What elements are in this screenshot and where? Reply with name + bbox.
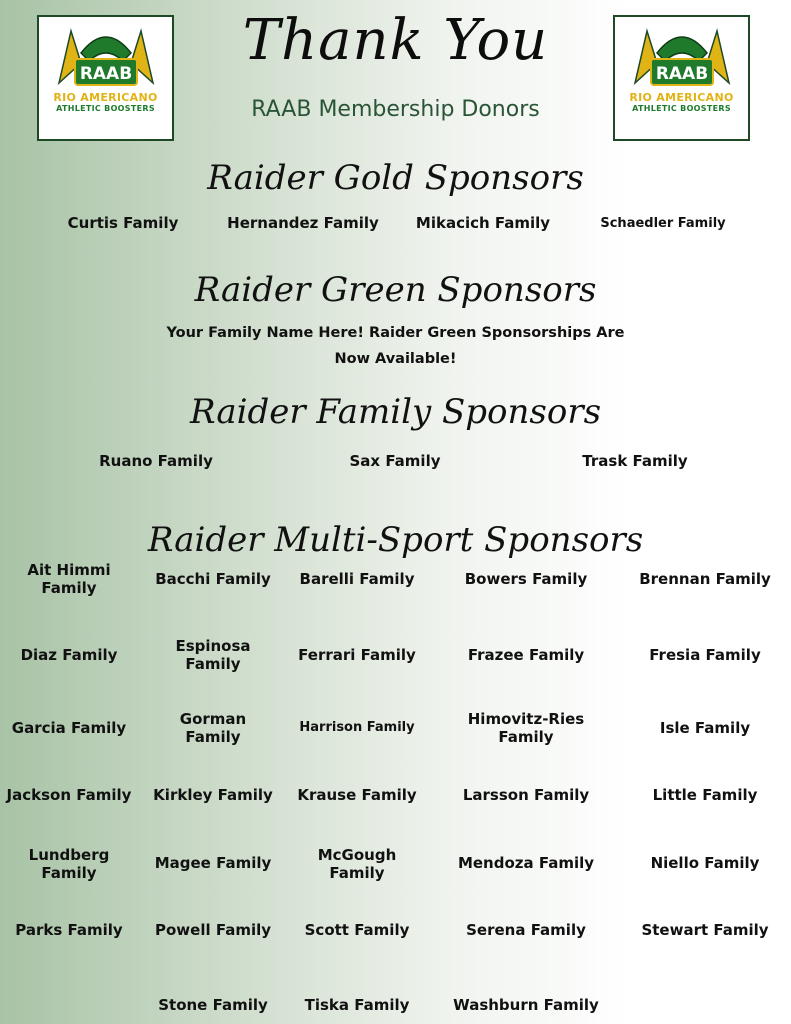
multi-sport-sponsor: Parks Family [15,921,123,939]
gold-sponsor: Hernandez Family [227,214,379,232]
multi-sport-sponsor: Barelli Family [299,570,415,588]
multi-sport-sponsor: Gorman Family [179,710,247,746]
gold-sponsor: Mikacich Family [415,214,551,232]
multi-sport-sponsor: Bacchi Family [155,570,271,588]
multi-sport-sponsor: Jackson Family [6,786,132,804]
multi-sport-sponsor: Tiska Family [304,996,410,1014]
logo-line2: ATHLETIC BOOSTERS [632,104,731,113]
multi-sport-sponsor: Himovitz-Ries Family [467,710,585,746]
gold-sponsor: Schaedler Family [600,216,726,231]
multi-sport-sponsor: Garcia Family [11,719,127,737]
multi-sport-sponsor: Mendoza Family [457,854,595,872]
multi-sport-sponsor: Frazee Family [467,646,585,664]
multi-sport-sponsor: Diaz Family [20,646,118,664]
multi-sport-sponsor: Espinosa Family [175,637,251,673]
multi-sport-sponsor: Washburn Family [453,996,599,1014]
logo-emblem-text: RAAB [655,64,708,84]
green-note-line2: Now Available! [334,351,457,367]
multi-sport-sponsor: Little Family [652,786,758,804]
multi-sport-sponsor: Isle Family [659,719,751,737]
multi-sport-sponsor: Ferrari Family [298,646,416,664]
multi-sport-sponsor: Serena Family [466,921,586,939]
multi-sport-sponsor: Brennan Family [639,570,771,588]
multi-sport-sponsor: Krause Family [297,786,417,804]
multi-sport-sponsor: Scott Family [304,921,410,939]
multi-sport-sponsor: Larsson Family [462,786,590,804]
logo-emblem-text: RAAB [79,64,132,84]
multi-sport-sponsor: Stone Family [158,996,268,1014]
multi-sport-sponsors-heading: Raider Multi-Sport Sponsors [147,520,644,560]
gold-sponsors-heading: Raider Gold Sponsors [207,158,584,198]
page-subtitle: RAAB Membership Donors [251,97,540,122]
multi-sport-sponsor: Stewart Family [641,921,769,939]
family-sponsors-heading: Raider Family Sponsors [189,392,602,432]
multi-sport-sponsor: Powell Family [154,921,272,939]
multi-sport-sponsor: Magee Family [154,854,272,872]
family-sponsor: Trask Family [582,452,688,470]
multi-sport-sponsor: Lundberg Family [28,846,110,882]
multi-sport-sponsor: Kirkley Family [153,786,273,804]
family-sponsor: Sax Family [349,452,441,470]
gold-sponsor: Curtis Family [67,214,179,232]
multi-sport-sponsor: Bowers Family [464,570,588,588]
family-sponsor: Ruano Family [99,452,213,470]
page-title: Thank You [242,8,549,73]
green-note-line1: Your Family Name Here! Raider Green Sponsorships Are [166,325,625,341]
green-sponsors-note [0,320,791,372]
multi-sport-sponsor: McGough Family [317,846,397,882]
multi-sport-sponsor: Harrison Family [299,720,415,735]
logo-line1: RIO AMERICANO [629,91,734,104]
multi-sport-sponsor: Niello Family [650,854,760,872]
logo-line1: RIO AMERICANO [53,91,158,104]
multi-sport-sponsor: Ait Himmi Family [27,561,111,597]
green-sponsors-heading: Raider Green Sponsors [194,270,597,310]
logo-line2: ATHLETIC BOOSTERS [56,104,155,113]
multi-sport-sponsor: Fresia Family [649,646,761,664]
